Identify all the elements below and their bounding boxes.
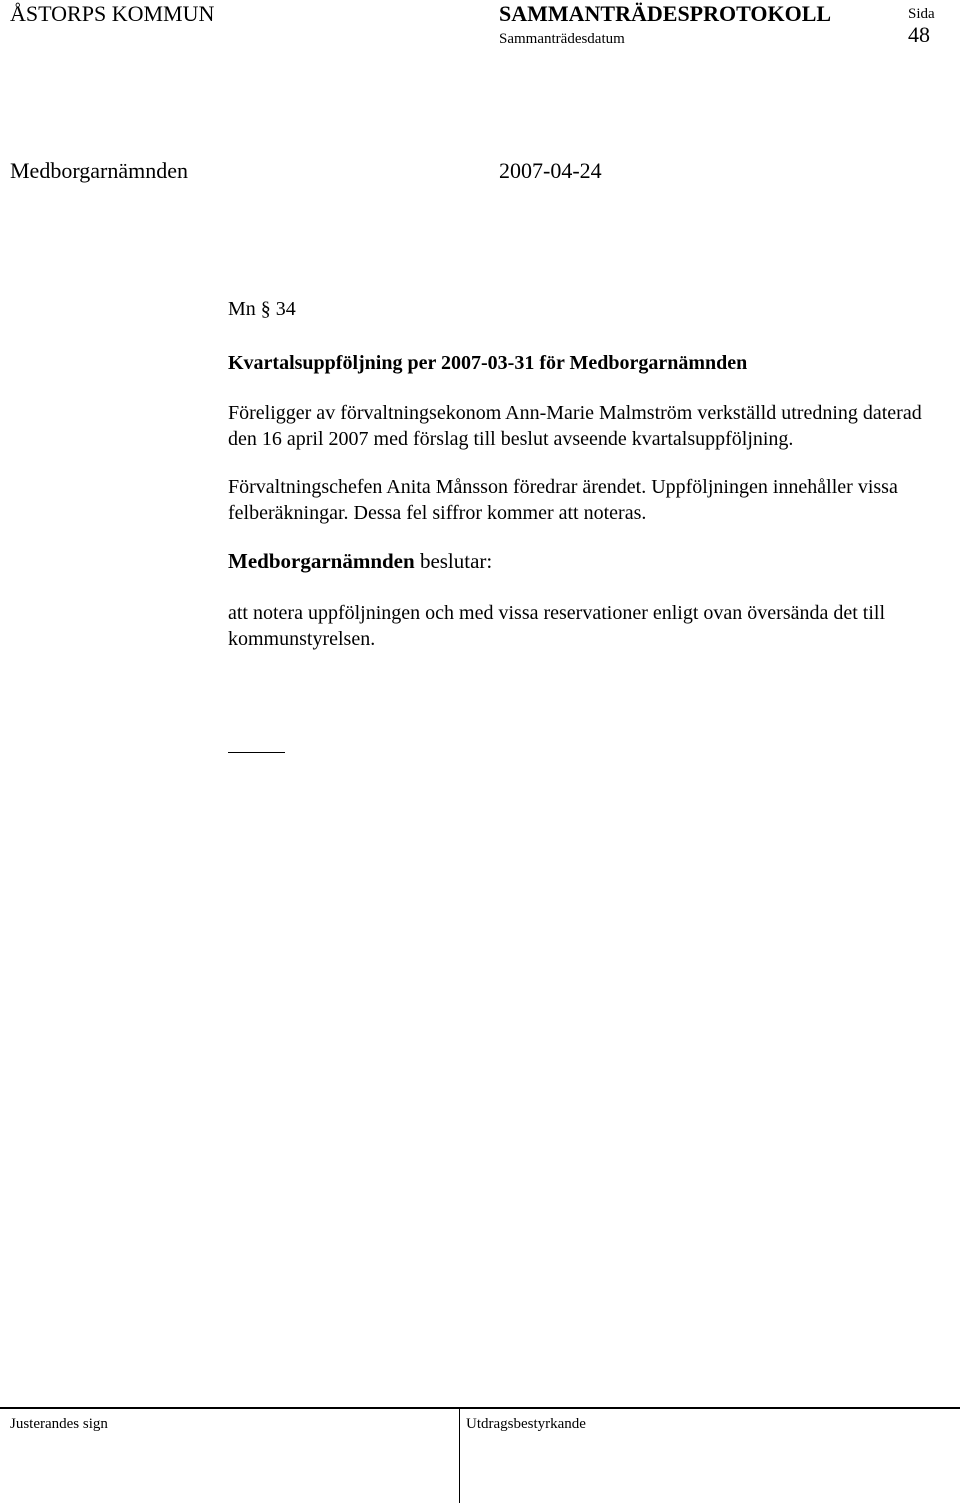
item-title: Kvartalsuppföljning per 2007-03-31 för Medborgarnämnden	[228, 352, 748, 374]
background-paragraph: Föreligger av förvaltningsekonom Ann-Marie Malmström verkställd utredning daterad den 16 april 2007 med förslag till beslut avseende kvartalsuppföljning.	[228, 402, 922, 450]
signature-field-label: Justerandes sign	[10, 1416, 108, 1432]
decision-verb: beslutar:	[414, 549, 493, 573]
document-type: SAMMANTRÄDESPROTOKOLL	[499, 1, 832, 26]
page-label: Sida	[908, 6, 935, 22]
page-number: 48	[908, 22, 930, 47]
extract-certification-label: Utdragsbestyrkande	[466, 1416, 586, 1432]
meeting-date-label: Sammanträdesdatum	[499, 31, 625, 47]
board-name: Medborgarnämnden	[10, 158, 188, 183]
minutes-item	[228, 296, 928, 674]
decision-board: Medborgarnämnden	[228, 549, 415, 573]
footer-divider	[459, 1408, 460, 1503]
meeting-date: 2007-04-24	[499, 158, 602, 183]
footer-rule	[0, 1407, 960, 1409]
decision-text: att notera uppföljningen och med vissa reservationer enligt ovan översända det till kommunstyrelsen.	[228, 602, 886, 650]
decision-intro	[228, 548, 928, 574]
paragraph-number: Mn § 34	[228, 298, 296, 320]
presentation-paragraph: Förvaltningschefen Anita Månsson föredrar ärendet. Uppföljningen innehåller vissa felberäkningar. Dessa fel siffror kommer att noteras.	[228, 476, 898, 524]
municipality-name: ÅSTORPS KOMMUN	[10, 1, 215, 26]
end-of-item-rule	[228, 752, 285, 753]
